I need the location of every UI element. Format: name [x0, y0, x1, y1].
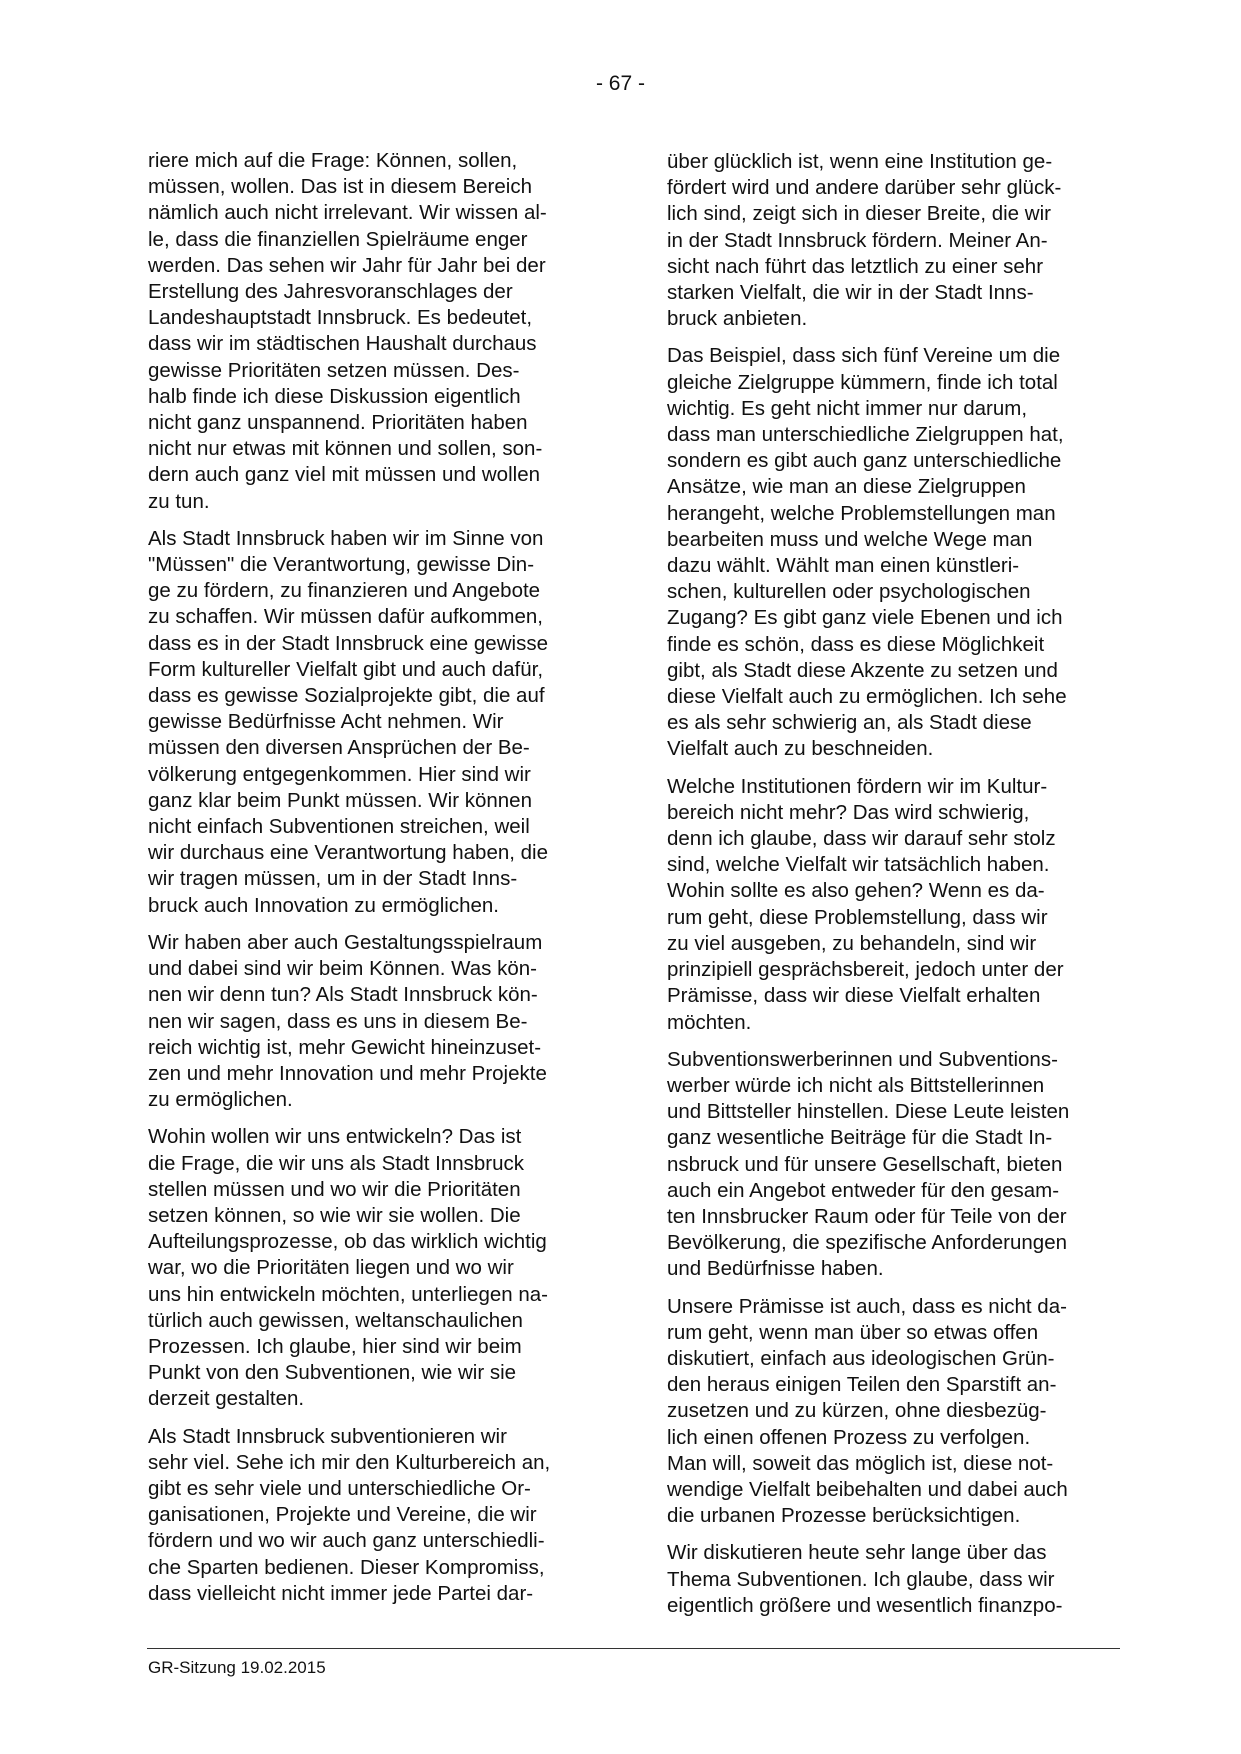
left-column — [148, 148, 578, 1618]
paragraph: über glücklich ist, wenn eine Institution ge- fördert wird und andere darüber sehr glück- lich sind, zeigt sich in dieser Breite, die wir in der Stadt Innsbruck fördern. Meiner An- sicht nach führt das letztlich zu einer sehr starken Vielfalt, die wir in der Stadt Inns- bruck anbieten. — [667, 150, 1062, 331]
footer-session-date: GR-Sitzung 19.02.2015 — [148, 1658, 326, 1677]
paragraph: riere mich auf die Frage: Können, sollen, müssen, wollen. Das ist in diesem Bereich nämlich auch nicht irrelevant. Wir wissen al- le, dass die finanziellen Spielräume enger werden. Das sehen wir Jahr für Jahr bei der Erstellung des Jahresvoranschlages der Landeshauptstadt Innsbruck. Es bedeutet, dass wir im städtischen Haushalt durchaus gewisse Prioritäten setzen müssen. Des- halb finde ich diese Diskussion eigentlich nicht ganz unspannend. Prioritäten haben nicht nur etwas mit können und sollen, son- dern auch ganz viel mit müssen und wollen zu tun. — [148, 149, 547, 513]
paragraph: Wir haben aber auch Gestaltungsspielraum und dabei sind wir beim Können. Was kön- nen wir denn tun? Als Stadt Innsbruck kön- nen wir sagen, dass es uns in diesem Be- reich wichtig ist, mehr Gewicht hineinzuset- zen und mehr Innovation und mehr Projekte zu ermöglichen. — [148, 930, 547, 1112]
right-column — [667, 149, 1097, 1630]
page-number: - 67 - — [595, 72, 645, 95]
paragraph: Unsere Prämisse ist auch, dass es nicht da- rum geht, wenn man über so etwas offen diskutiert, einfach aus ideologischen Grün- den heraus einigen Teilen den Sparstift an- zusetzen und zu kürzen, ohne diesbezüg- lich einen offenen Prozess zu verfolgen. Man will, soweit das möglich ist, diese not- wendige Vielfalt beibehalten und dabei auch die urbanen Prozesse berücksichtigen. — [667, 1294, 1068, 1528]
footer-divider — [147, 1648, 1120, 1649]
paragraph: Als Stadt Innsbruck haben wir im Sinne von "Müssen" die Verantwortung, gewisse Din- ge zu fördern, zu finanzieren und Angebote zu schaffen. Wir müssen dafür aufkommen, dass es in der Stadt Innsbruck eine gewisse Form kultureller Vielfalt gibt und auch dafür, dass es gewisse Sozialprojekte gibt, die auf gewisse Bedürfnisse Acht nehmen. Wir müssen den diversen Ansprüchen der Be- völkerung entgegenkommen. Hier sind wir ganz klar beim Punkt müssen. Wir können nicht einfach Subventionen streichen, weil wir durchaus eine Verantwortung haben, die wir tragen müssen, um in der Stadt Inns- bruck auch Innovation zu ermöglichen. — [148, 526, 549, 917]
paragraph: Als Stadt Innsbruck subventionieren wir sehr viel. Sehe ich mir den Kulturbereich an, gibt es sehr viele und unterschiedliche Or- ganisationen, Projekte und Vereine, die wir fördern und wo wir auch ganz unterschiedli- che Sparten bedienen. Dieser Kompromiss, dass vielleicht nicht immer jede Partei dar- — [148, 1424, 551, 1605]
paragraph: Wir diskutieren heute sehr lange über das Thema Subventionen. Ich glaube, dass wir eigentlich größere und wesentlich finanzpo- — [667, 1541, 1063, 1617]
paragraph: Subventionswerberinnen und Subventions- werber würde ich nicht als Bittstellerinnen und Bittsteller hinstellen. Diese Leute leisten ganz wesentliche Beiträge für die Stadt In- nsbruck und für unsere Gesellschaft, bieten auch ein Angebot entweder für den gesam- ten Innsbrucker Raum oder für Teile von der Bevölkerung, die spezifische Anforderungen und Bedürfnisse haben. — [667, 1047, 1070, 1281]
paragraph: Welche Institutionen fördern wir im Kultur- bereich nicht mehr? Das wird schwierig, denn ich glaube, dass wir darauf sehr stolz sind, welche Vielfalt wir tatsächlich haben. Wohin sollte es also gehen? Wenn es da- rum geht, diese Problemstellung, dass wir zu viel ausgeben, zu behandeln, sind wir prinzipiell gesprächsbereit, jedoch unter der Prämisse, dass wir diese Vielfalt erhalten möchten. — [667, 774, 1064, 1034]
paragraph: Wohin wollen wir uns entwickeln? Das ist die Frage, die wir uns als Stadt Innsbruck stellen müssen und wo wir die Prioritäten setzen können, so wie wir sie wollen. Die Aufteilungsprozesse, ob das wirklich wichtig war, wo die Prioritäten liegen und wo wir uns hin entwickeln möchten, unterliegen na- türlich auch gewissen, weltanschaulichen Prozessen. Ich glaube, hier sind wir beim Punkt von den Subventionen, wie wir sie derzeit gestalten. — [148, 1125, 548, 1411]
paragraph: Das Beispiel, dass sich fünf Vereine um die gleiche Zielgruppe kümmern, finde ich total wichtig. Es geht nicht immer nur darum, dass man unterschiedliche Zielgruppen hat, sondern es gibt auch ganz unterschiedliche Ansätze, wie man an diese Zielgruppen herangeht, welche Problemstellungen man bearbeiten muss und welche Wege man dazu wählt. Wählt man einen künstleri- schen, kulturellen oder psychologischen Zugang? Es gibt ganz viele Ebenen und ich finde es schön, dass es diese Möglichkeit gibt, als Stadt diese Akzente zu setzen und diese Vielfalt auch zu ermöglichen. Ich sehe es als sehr schwierig an, als Stadt diese Vielfalt auch zu beschneiden. — [667, 344, 1067, 761]
